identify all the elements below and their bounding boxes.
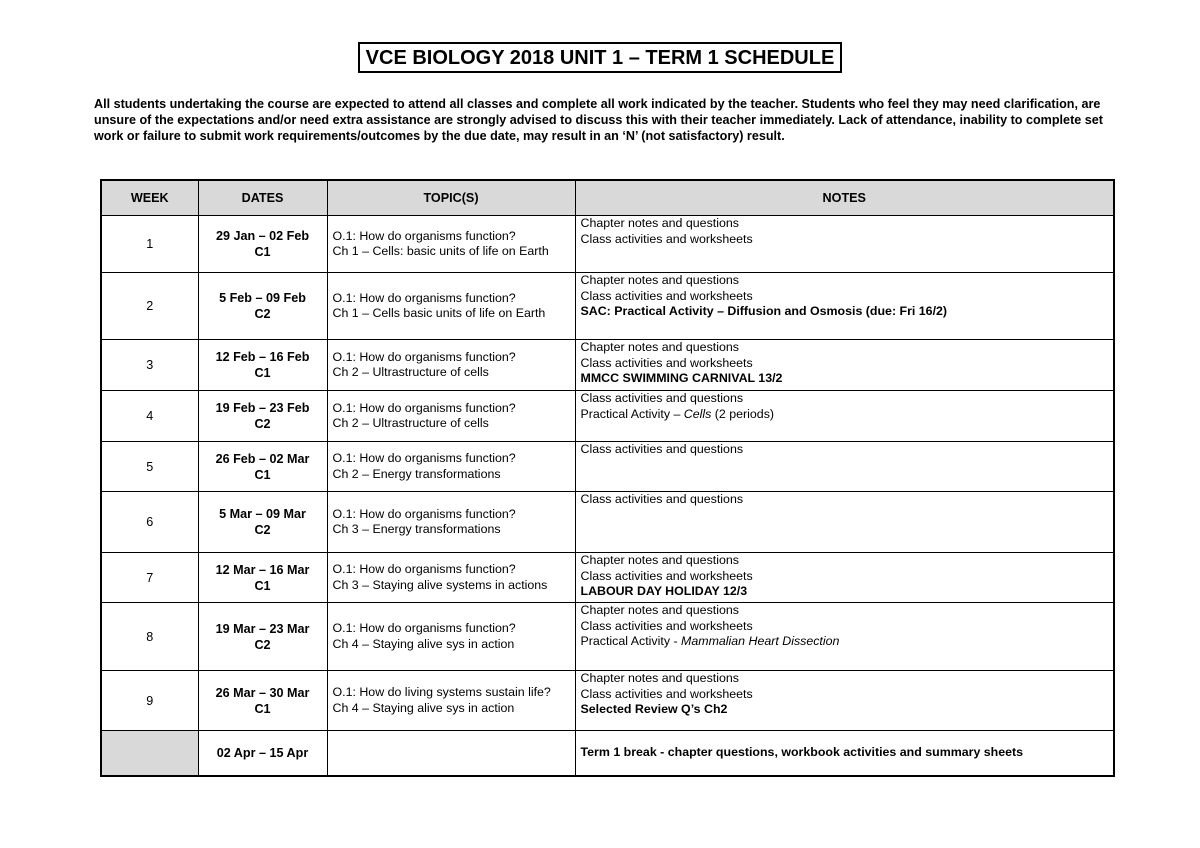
- cycle-code: C1: [254, 245, 271, 259]
- outcome-text: O.1: How do organisms function?: [332, 506, 516, 521]
- chapter-text: Ch 1 – Cells basic units of life on Earth: [332, 306, 546, 320]
- note-line: Chapter notes and questions: [580, 553, 739, 567]
- header-row: [101, 180, 1114, 216]
- date-range: 5 Mar – 09 Mar: [219, 507, 306, 521]
- header-notes: NOTES: [575, 180, 1114, 216]
- note-line: Class activities and worksheets: [580, 686, 753, 701]
- note-line: Chapter notes and questions: [580, 216, 739, 230]
- week-cell: 1: [101, 216, 198, 273]
- topic-cell: [327, 603, 575, 671]
- note-line: Chapter notes and questions: [580, 671, 739, 685]
- notes-cell: [575, 492, 1114, 553]
- outcome-text: O.1: How do living systems sustain life?: [332, 685, 551, 699]
- note-line: SAC: Practical Activity – Diffusion and Osmosis (due: Fri 16/2): [580, 304, 948, 318]
- date-range: 26 Feb – 02 Mar: [215, 451, 310, 466]
- topic-cell: [327, 671, 575, 731]
- intro-paragraph: All students undertaking the course are expected to attend all classes and complete all work indicated by the teacher. Students who feel they may need clarification, are unsure of the expectations and/or need extra assistance are strongly advised to discuss this with their teacher immediately. Lack of attendance, inability to complete set work or failure to submit work requirements/outcomes by the due date, may result in an ‘N’ (not satisfactory) result.: [94, 97, 1103, 144]
- outcome-text: O.1: How do organisms function?: [332, 290, 516, 305]
- note-fragment: Practical Activity -: [580, 634, 682, 648]
- week-row: [101, 603, 1114, 671]
- dates-cell: [198, 731, 327, 776]
- date-range: 19 Mar – 23 Mar: [215, 621, 310, 636]
- page-title: VCE BIOLOGY 2018 UNIT 1 – TERM 1 SCHEDULE: [358, 42, 843, 73]
- topic-cell: [327, 492, 575, 553]
- note-fragment: Mammalian Heart Dissection: [681, 634, 840, 648]
- outcome-text: O.1: How do organisms function?: [332, 451, 516, 465]
- chapter-text: Ch 3 – Staying alive systems in actions: [332, 577, 548, 592]
- note-line: Class activities and worksheets: [580, 618, 753, 633]
- week-cell: 7: [101, 553, 198, 603]
- week-cell: [101, 731, 198, 776]
- week-row: [101, 273, 1114, 340]
- header-dates: DATES: [198, 180, 327, 216]
- dates-cell: [198, 340, 327, 391]
- header-week: WEEK: [101, 180, 198, 216]
- topic-cell: [327, 216, 575, 273]
- chapter-text: Ch 2 – Ultrastructure of cells: [332, 416, 489, 430]
- topic-cell: [327, 731, 575, 776]
- dates-cell: [198, 442, 327, 492]
- week-row: [101, 340, 1114, 391]
- notes-cell: [575, 273, 1114, 340]
- note-line: [581, 407, 1109, 423]
- note-line: Class activities and questions: [580, 442, 744, 456]
- note-line: Selected Review Q’s Ch2: [580, 702, 728, 716]
- schedule-table: [100, 179, 1115, 777]
- week-row: [101, 492, 1114, 553]
- week-row: [101, 671, 1114, 731]
- topic-cell: [327, 340, 575, 391]
- chapter-text: Ch 3 – Energy transformations: [332, 522, 501, 536]
- notes-cell: [575, 216, 1114, 273]
- note-line: Class activities and questions: [580, 391, 744, 405]
- note-line: Chapter notes and questions: [580, 603, 739, 617]
- chapter-text: Ch 4 – Staying alive sys in action: [332, 700, 515, 715]
- week-row: [101, 442, 1114, 492]
- date-range: 19 Feb – 23 Feb: [215, 401, 310, 415]
- note-line: Class activities and worksheets: [580, 568, 753, 583]
- note-line: Class activities and worksheets: [580, 288, 753, 303]
- outcome-text: O.1: How do organisms function?: [332, 228, 516, 243]
- notes-cell: [575, 442, 1114, 492]
- note-line: MMCC SWIMMING CARNIVAL 13/2: [580, 371, 783, 385]
- date-range: 5 Feb – 09 Feb: [219, 291, 306, 305]
- dates-cell: [198, 273, 327, 340]
- week-cell: 2: [101, 273, 198, 340]
- cycle-code: C2: [254, 637, 271, 652]
- date-range: 26 Mar – 30 Mar: [215, 685, 310, 700]
- week-cell: 4: [101, 391, 198, 442]
- dates-cell: [198, 603, 327, 671]
- dates-cell: [198, 216, 327, 273]
- week-cell: 6: [101, 492, 198, 553]
- dates-cell: [198, 553, 327, 603]
- topic-cell: [327, 553, 575, 603]
- date-range: 02 Apr – 15 Apr: [216, 745, 309, 760]
- chapter-text: Ch 1 – Cells: basic units of life on Earth: [332, 244, 549, 258]
- week-cell: 3: [101, 340, 198, 391]
- note-line: Chapter notes and questions: [580, 273, 739, 287]
- cycle-code: C1: [254, 467, 271, 482]
- cycle-code: C1: [254, 701, 271, 716]
- cycle-code: C1: [254, 578, 271, 593]
- chapter-text: Ch 4 – Staying alive sys in action: [332, 636, 515, 651]
- outcome-text: O.1: How do organisms function?: [332, 349, 516, 364]
- topic-cell: [327, 442, 575, 492]
- date-range: 12 Mar – 16 Mar: [215, 562, 310, 577]
- notes-cell: [575, 391, 1114, 442]
- note-line: Class activities and worksheets: [580, 231, 753, 246]
- note-line: Class activities and worksheets: [580, 355, 753, 370]
- notes-cell: [575, 553, 1114, 603]
- schedule-body: [101, 216, 1114, 776]
- break-row: [101, 731, 1114, 776]
- outcome-text: O.1: How do organisms function?: [332, 621, 516, 635]
- dates-cell: [198, 671, 327, 731]
- outcome-text: O.1: How do organisms function?: [332, 400, 516, 415]
- notes-cell: [575, 340, 1114, 391]
- topic-cell: [327, 273, 575, 340]
- date-range: 12 Feb – 16 Feb: [215, 350, 310, 364]
- notes-cell: [575, 603, 1114, 671]
- week-row: [101, 216, 1114, 273]
- note-line: [581, 634, 1109, 650]
- week-cell: 5: [101, 442, 198, 492]
- note-line: Chapter notes and questions: [580, 340, 739, 354]
- notes-cell: [575, 731, 1114, 776]
- note-line: LABOUR DAY HOLIDAY 12/3: [580, 584, 748, 598]
- week-row: [101, 553, 1114, 603]
- title-wrapper: [0, 42, 1200, 73]
- week-row: [101, 391, 1114, 442]
- week-cell: 9: [101, 671, 198, 731]
- date-range: 29 Jan – 02 Feb: [215, 229, 310, 243]
- note-fragment: Cells: [683, 406, 712, 421]
- note-fragment: Practical Activity –: [580, 406, 684, 421]
- note-line: Term 1 break - chapter questions, workbook activities and summary sheets: [580, 745, 1024, 759]
- notes-cell: [575, 671, 1114, 731]
- cycle-code: C2: [254, 523, 271, 537]
- week-cell: 8: [101, 603, 198, 671]
- cycle-code: C1: [254, 366, 271, 380]
- outcome-text: O.1: How do organisms function?: [332, 562, 516, 576]
- topic-cell: [327, 391, 575, 442]
- chapter-text: Ch 2 – Ultrastructure of cells: [332, 365, 489, 379]
- dates-cell: [198, 492, 327, 553]
- dates-cell: [198, 391, 327, 442]
- cycle-code: C2: [254, 417, 271, 431]
- note-fragment: (2 periods): [711, 406, 775, 421]
- note-line: Class activities and questions: [580, 492, 744, 506]
- header-topics: TOPIC(S): [327, 180, 575, 216]
- chapter-text: Ch 2 – Energy transformations: [332, 466, 501, 481]
- cycle-code: C2: [254, 307, 271, 321]
